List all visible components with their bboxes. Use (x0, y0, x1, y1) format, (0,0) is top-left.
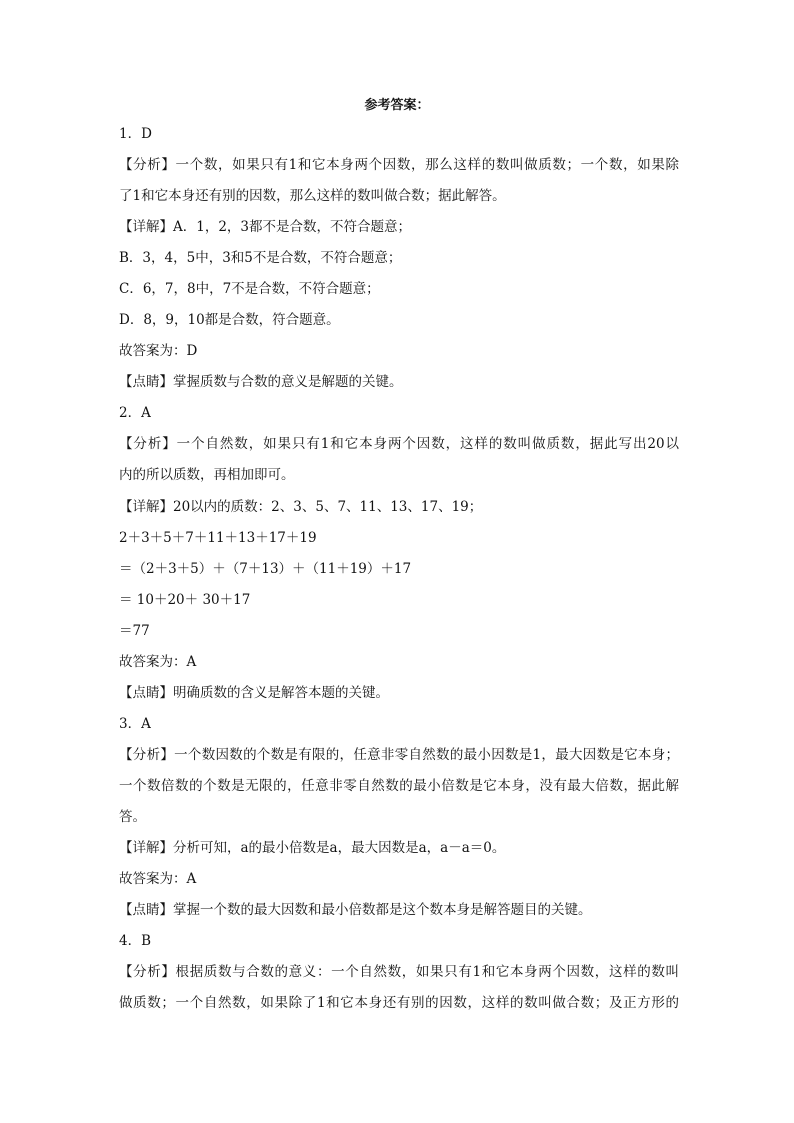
answer-3-analysis-line-2: 一个数倍数的个数是无限的，任意非零自然数的最小倍数是它本身，没有最大倍数，据此解 (119, 778, 679, 794)
answer-2-analysis-line-2: 内的所以质数，再相加即可。 (119, 467, 295, 483)
answer-1-detail-line-3: C．6，7，8中，7不是合数，不符合题意； (119, 281, 380, 297)
answer-1-number: 1．D (119, 126, 152, 142)
answer-1-detail-line-1: 【详解】A．1，2，3都不是合数，不符合题意； (119, 219, 412, 235)
answer-4-analysis-line-2: 做质数；一个自然数，如果除了1和它本身还有别的因数，这样的数叫做合数；及正方形的 (119, 995, 679, 1011)
answer-3-analysis-line-3: 答。 (119, 809, 146, 825)
answer-2-calc-line-1: 2＋3＋5＋7＋11＋13＋17＋19 (119, 530, 317, 546)
answer-2-calc-line-2: ＝（2＋3＋5）＋（7＋13）＋（11＋19）＋17 (119, 561, 412, 577)
answer-3-number: 3．A (119, 716, 151, 732)
answer-4-analysis-line-1: 【分析】根据质数与合数的意义：一个自然数，如果只有1和它本身两个因数，这样的数叫 (119, 964, 679, 980)
answer-1-analysis-line-2: 了1和它本身还有别的因数，那么这样的数叫做合数；据此解答。 (119, 188, 506, 204)
answer-3-comment: 【点睛】掌握一个数的最大因数和最小倍数都是这个数本身是解答题目的关键。 (119, 902, 592, 918)
answer-2-detail-line-1: 【详解】20以内的质数：2、3、5、7、11、13、17、19； (119, 499, 483, 515)
answer-3-analysis-line-1: 【分析】一个数因数的个数是有限的，任意非零自然数的最小因数是1，最大因数是它本身； (119, 747, 679, 763)
answer-2-result: 故答案为：A (119, 654, 197, 670)
answer-2-comment: 【点睛】明确质数的含义是解答本题的关键。 (119, 685, 389, 701)
answer-2-calc-line-3: ＝ 10＋20＋ 30＋17 (119, 592, 251, 608)
answer-1-analysis-line-1: 【分析】一个数，如果只有1和它本身两个因数，那么这样的数叫做质数；一个数，如果除 (119, 157, 679, 173)
answer-1-comment: 【点睛】掌握质数与合数的意义是解题的关键。 (119, 374, 403, 390)
answer-2-number: 2．A (119, 405, 151, 421)
answer-2-analysis-line-1: 【分析】一个自然数，如果只有1和它本身两个因数，这样的数叫做质数，据此写出20以 (119, 436, 679, 452)
answer-1-detail-line-4: D．8，9，10都是合数，符合题意。 (119, 312, 340, 328)
answer-3-result: 故答案为：A (119, 871, 197, 887)
answer-4-number: 4．B (119, 933, 152, 949)
answer-1-detail-line-2: B．3，4，5中，3和5不是合数，不符合题意； (119, 250, 402, 266)
answer-2-calc-line-4: ＝77 (119, 623, 150, 639)
answer-1-result: 故答案为：D (119, 343, 198, 359)
page-title: 参考答案： (364, 98, 430, 113)
answer-3-detail: 【详解】分析可知，a的最小倍数是a，最大因数是a，a－a＝0。 (119, 840, 506, 856)
